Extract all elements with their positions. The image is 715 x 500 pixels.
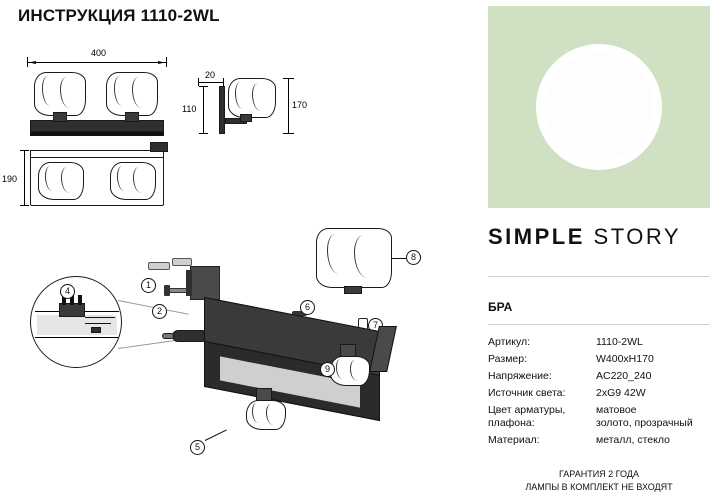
callout-4: 4: [60, 284, 75, 299]
dimension-tick-right: [166, 57, 167, 67]
product-type-label: БРА: [488, 300, 513, 314]
spec-key-article: Артикул:: [488, 336, 531, 348]
product-card: [480, 0, 715, 500]
terminal-block: [59, 303, 85, 317]
callout-5: 5: [190, 440, 205, 455]
spec-value-material: металл, стекло: [596, 434, 670, 446]
dowel-2: [172, 258, 192, 266]
callout-1: 1: [141, 278, 156, 293]
dowel-1: [148, 262, 170, 270]
dimension-total-height-label: 190: [2, 174, 18, 184]
callout-8: 8: [406, 250, 421, 265]
main-shade-left: [246, 400, 286, 430]
callout-9: 9: [320, 362, 335, 377]
spec-row-material: [488, 434, 710, 447]
front-view-shade-right: [106, 72, 158, 116]
dimension-total-height-line: [24, 150, 25, 206]
second-view-shade-right: [110, 162, 156, 200]
divider-bottom: [488, 324, 710, 325]
connector-body: [172, 330, 208, 342]
dimension-total-height-tick-bottom: [20, 205, 29, 206]
second-view-shade-left: [38, 162, 84, 200]
side-view-wall-plate: [219, 86, 225, 134]
dimension-offset-label: 110: [182, 104, 197, 114]
spec-row-article: [488, 336, 710, 349]
spec-key-color: Цвет арматуры, плафона:: [488, 404, 566, 429]
dimension-total-height-tick-top: [20, 150, 29, 151]
warranty-line-1: ГАРАНТИЯ 2 ГОДА: [559, 469, 639, 479]
wiring-detail-bolt: [91, 327, 101, 333]
spec-row-size: [488, 353, 710, 366]
connector-tip: [162, 333, 174, 339]
brand-word-bold: SIMPLE: [488, 224, 585, 249]
front-view-socket-right: [125, 112, 139, 122]
page-title: ИНСТРУКЦИЯ 1110-2WL: [18, 6, 220, 25]
spec-key-size: Размер:: [488, 353, 528, 365]
callout-8-leader: [392, 258, 406, 259]
exploded-shade: [316, 228, 392, 288]
spec-row-color: [488, 404, 710, 430]
wiring-detail-line-2: [35, 337, 119, 338]
main-shade-right: [330, 356, 370, 386]
spec-row-voltage: [488, 370, 710, 383]
terminal-screw-c: [78, 295, 82, 305]
spec-value-color: [596, 404, 710, 430]
wiring-detail-plate: [37, 315, 117, 335]
brand-logo: [488, 224, 681, 250]
dimension-offset-tick-top: [199, 86, 208, 87]
dimension-width-line: [27, 62, 167, 63]
callout-2: 2: [152, 304, 167, 319]
warranty-footer: [488, 468, 710, 494]
spec-value-light-source: 2xG9 42W: [596, 387, 646, 399]
dimension-offset-tick-bottom: [199, 133, 208, 134]
second-view-top-strip: [30, 150, 164, 158]
dimension-depth-label: 20: [205, 70, 216, 80]
callout-6: 6: [300, 300, 315, 315]
spec-key-light-source: Источник света:: [488, 387, 566, 399]
front-view-base-line: [30, 132, 164, 136]
product-photo: [488, 6, 710, 208]
dimension-height-tick-bottom: [283, 133, 294, 134]
divider-top: [488, 276, 710, 277]
front-view-socket-left: [53, 112, 67, 122]
spec-value-size: W400xH170: [596, 353, 654, 365]
dimension-width-label: 400: [91, 48, 107, 58]
mounting-bracket-tab: [186, 270, 192, 296]
wire-detail: [85, 317, 115, 318]
screw-head: [164, 285, 170, 296]
dimension-height-line: [288, 78, 289, 134]
dimension-depth-tick-right: [223, 78, 224, 86]
spec-value-color-line2: золото, прозрачный: [596, 417, 693, 429]
side-view-shade: [228, 78, 276, 118]
main-body-assembly: [204, 308, 404, 438]
spec-row-light-source: [488, 387, 710, 400]
warranty-line-2: ЛАМПЫ В КОМПЛЕКТ НЕ ВХОДЯТ: [525, 482, 673, 492]
front-view-shade-left: [34, 72, 86, 116]
dimension-offset-line: [203, 86, 204, 134]
dimension-height-label: 170: [292, 100, 308, 110]
spec-value-voltage: AC220_240: [596, 370, 652, 382]
mounting-bracket: [190, 266, 220, 300]
callout-7: 7: [368, 318, 383, 333]
wire-detail-2: [85, 323, 111, 324]
lamp-globe-image: [536, 44, 662, 170]
front-view-backplate: [30, 120, 164, 132]
side-view-socket: [240, 114, 252, 122]
brand-word-light: STORY: [593, 224, 682, 249]
spec-value-article: 1110-2WL: [596, 336, 643, 348]
wiring-detail-circle: [30, 276, 122, 368]
dimension-depth-line: [198, 82, 224, 83]
spec-value-color-line1: матовое: [596, 404, 637, 416]
dimension-height-tick-top: [283, 78, 294, 79]
dimension-depth-tick-left: [198, 78, 199, 86]
dimension-tick-left: [27, 57, 28, 67]
exploded-shade-neck: [344, 286, 362, 294]
second-view-bracket: [150, 142, 168, 152]
spec-key-material: Материал:: [488, 434, 540, 446]
specs-table: [488, 336, 710, 451]
spec-key-voltage: Напряжение:: [488, 370, 552, 382]
